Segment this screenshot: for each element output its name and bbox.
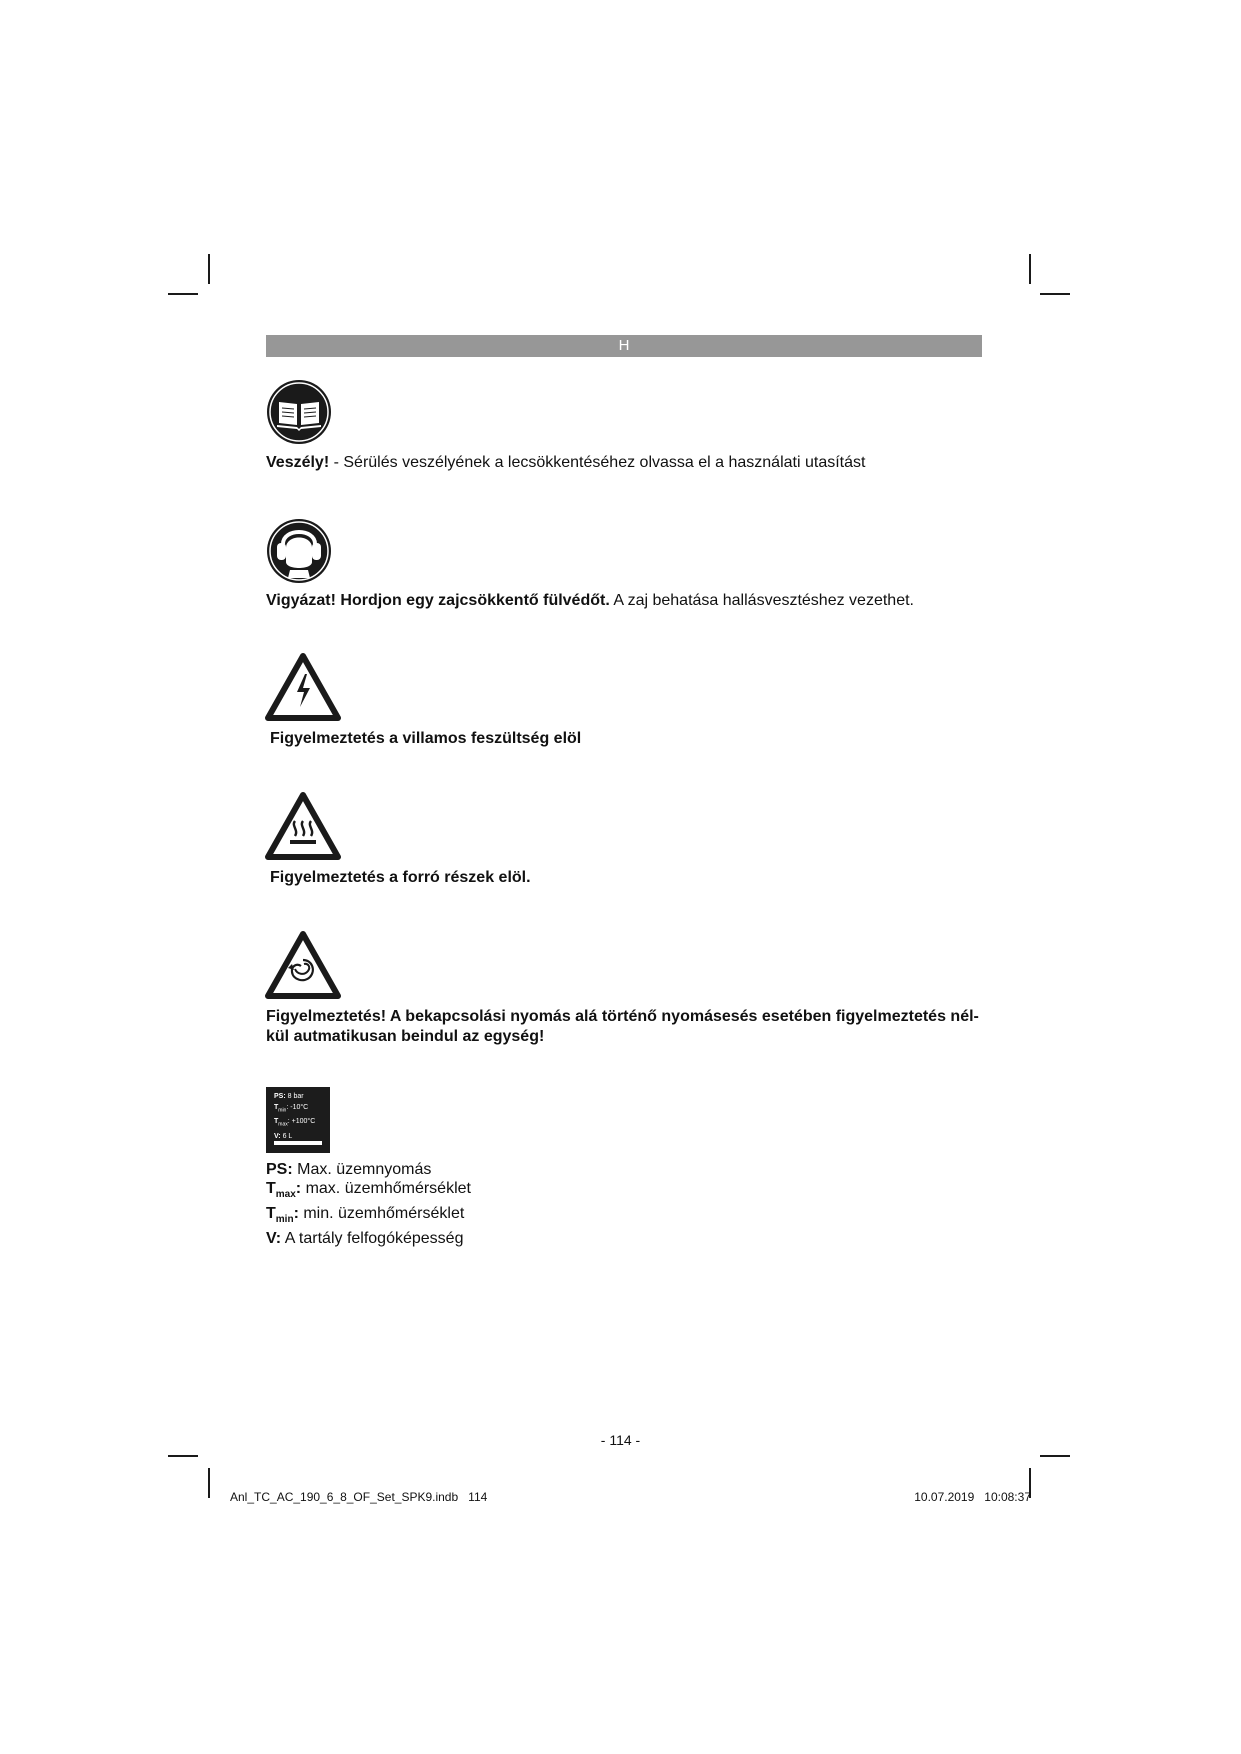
- plate-tmin-value: : -10°C: [286, 1104, 309, 1111]
- warning-ear-protection-text: [266, 591, 914, 611]
- crop-mark: [1029, 254, 1031, 284]
- plate-tmax-line: [274, 1116, 330, 1130]
- plate-tmax-sub: max: [278, 1121, 288, 1128]
- crop-mark: [168, 293, 198, 295]
- language-header-bar: [266, 335, 982, 357]
- automatic-start-icon: [264, 930, 342, 1000]
- electric-hazard-icon: [264, 652, 342, 722]
- plate-ps-line: [274, 1091, 330, 1102]
- legend-tmin-colon: :: [293, 1205, 299, 1223]
- legend-tmax: [266, 1179, 471, 1204]
- warning-electric-text: [270, 729, 581, 749]
- warning-hot-parts-text: [270, 868, 531, 888]
- caution-label: Vigyázat! Hordjon egy zajcsökkentő fülvédőt.: [266, 592, 610, 609]
- legend-ps-text: Max. üzemnyomás: [292, 1161, 432, 1178]
- legend-tmax-text: max. üzemhőmérséklet: [301, 1180, 471, 1197]
- print-timestamp: 10.07.2019 10:08:37: [914, 1490, 1031, 1504]
- language-code: H: [618, 337, 630, 354]
- rating-plate-icon: [266, 1087, 330, 1153]
- hot-warning-label: Figyelmeztetés a forró részek elöl.: [270, 869, 531, 886]
- plate-tmax-value: : +100°C: [287, 1118, 316, 1126]
- plate-ps-label: PS:: [274, 1093, 286, 1100]
- warning-description: - Sérülés veszélyének a lecsökkentéséhez olvassa el a használati utasítást: [329, 454, 866, 471]
- warning-label: Veszély!: [266, 454, 330, 471]
- crop-mark: [1040, 293, 1070, 295]
- crop-mark: [208, 254, 210, 284]
- page-number: - 114 -: [600, 1432, 641, 1448]
- manual-book-icon: [266, 379, 332, 445]
- auto-start-line-1: Figyelmeztetés! A bekapcsolási nyomás alá történő nyomásesés esetében figyelmeztetés nél-: [266, 1008, 979, 1025]
- plate-tmax-label: T: [274, 1118, 279, 1126]
- auto-start-line-2: kül autmatikusan beindul az egység!: [266, 1028, 545, 1045]
- plate-tmin-sub: min: [278, 1107, 287, 1114]
- legend-tmin-sub: min: [275, 1214, 294, 1226]
- electric-warning-label: Figyelmeztetés a villamos feszültség elöl: [270, 730, 582, 747]
- print-file-name: Anl_TC_AC_190_6_8_OF_Set_SPK9.indb 114: [230, 1490, 488, 1504]
- legend-v-label: V:: [266, 1230, 282, 1248]
- legend-tmax-colon: :: [295, 1180, 302, 1197]
- legend-v: [266, 1229, 471, 1248]
- legend-ps: [266, 1160, 471, 1179]
- legend-tmax-sub: max: [275, 1189, 296, 1201]
- legend-tmin: [266, 1204, 471, 1229]
- rating-plate-legend: [266, 1160, 471, 1248]
- crop-mark: [208, 1468, 210, 1498]
- plate-bar: [274, 1141, 322, 1145]
- plate-ps-value: 8 bar: [285, 1093, 304, 1100]
- crop-mark: [1040, 1455, 1070, 1457]
- legend-tmax-label: T: [266, 1180, 276, 1197]
- ear-protection-icon: [266, 518, 332, 584]
- warning-auto-start-text: [266, 1007, 979, 1047]
- legend-ps-label: PS:: [266, 1161, 293, 1178]
- caution-description: A zaj behatása hallásvesztéshez vezethet.: [609, 592, 914, 609]
- legend-tmin-text: min. üzemhőmérséklet: [298, 1205, 465, 1223]
- plate-v-label: V:: [274, 1132, 281, 1140]
- legend-tmin-label: T: [266, 1205, 276, 1223]
- hot-surface-icon: [264, 791, 342, 861]
- plate-tmin-line: [274, 1102, 330, 1116]
- crop-mark: [168, 1455, 198, 1457]
- plate-tmin-label: T: [274, 1104, 279, 1111]
- warning-read-manual-text: [266, 453, 865, 473]
- plate-v-value: 6 L: [280, 1132, 293, 1140]
- legend-v-text: A tartály felfogóképesség: [281, 1230, 464, 1248]
